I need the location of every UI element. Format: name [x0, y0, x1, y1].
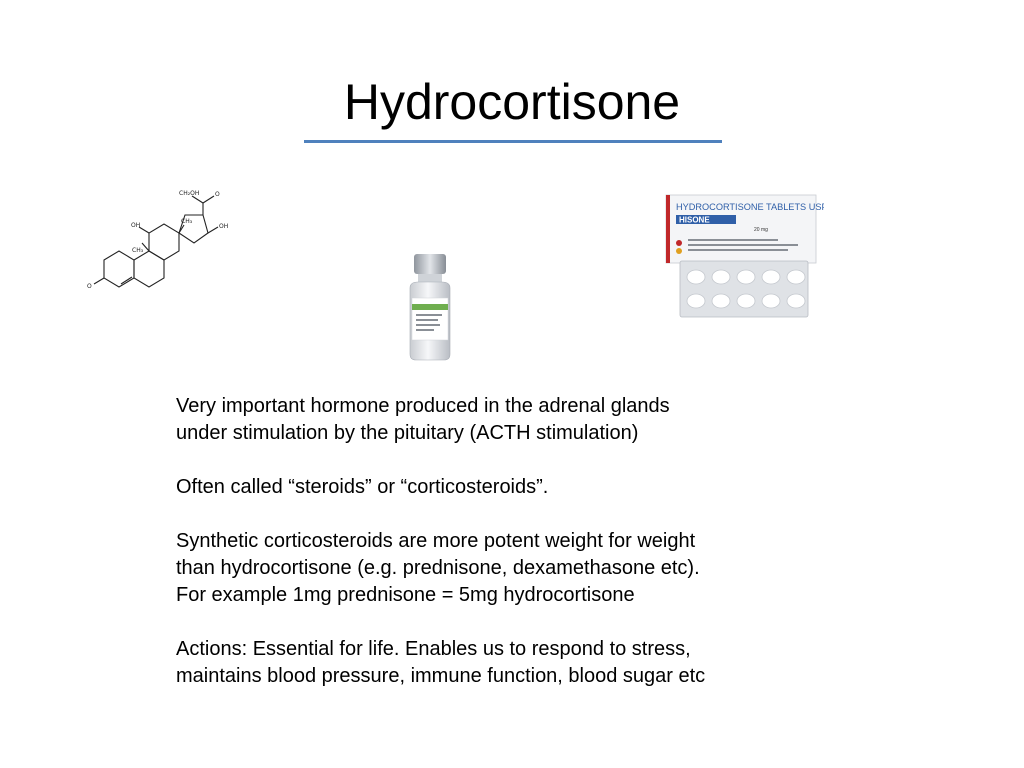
paragraph-actions: [176, 636, 836, 690]
paragraph-hormone: [176, 393, 836, 447]
structure-label-o-top: O: [215, 191, 220, 198]
text-line: For example 1mg prednisone = 5mg hydrocortisone: [176, 584, 635, 606]
tablet-pack-graphic: [664, 185, 824, 320]
pack-strength: 20 mg: [754, 227, 768, 233]
text-line: Very important hormone produced in the adrenal glands: [176, 395, 670, 417]
pack-box-label: HYDROCORTISONE TABLETS USP: [676, 202, 824, 212]
text-line: Synthetic corticosteroids are more potent weight for weight: [176, 530, 696, 552]
text-line: maintains blood pressure, immune function, blood sugar etc: [176, 665, 706, 687]
structure-label-oh-17: OH: [219, 223, 229, 230]
text-line: than hydrocortisone (e.g. prednisone, dexamethasone etc).: [176, 557, 700, 579]
title-underline: [304, 140, 722, 143]
injection-vial-icon: [400, 248, 460, 363]
tablet-pack-icon: [664, 185, 824, 320]
paragraph-synthetic: [176, 528, 836, 609]
slide-title: Hydrocortisone: [343, 74, 681, 130]
structure-label-ch2oh: CH₂OH: [179, 190, 200, 197]
text-line: Often called “steroids” or “corticosteroids”.: [176, 476, 549, 498]
paragraph-called: [176, 474, 836, 501]
structure-label-o-3: O: [87, 283, 92, 290]
pack-brand: HISONE: [679, 215, 710, 225]
steroid-structure-icon: [84, 185, 244, 305]
text-line: Actions: Essential for life. Enables us to respond to stress,: [176, 638, 691, 660]
text-line: under stimulation by the pituitary (ACTH stimulation): [176, 422, 639, 444]
body-text: [176, 393, 836, 690]
structure-label-oh-11: OH: [131, 222, 141, 229]
structure-label-ch3-19: CH₃: [132, 247, 144, 254]
structure-label-ch3-18: CH₃: [181, 218, 193, 225]
